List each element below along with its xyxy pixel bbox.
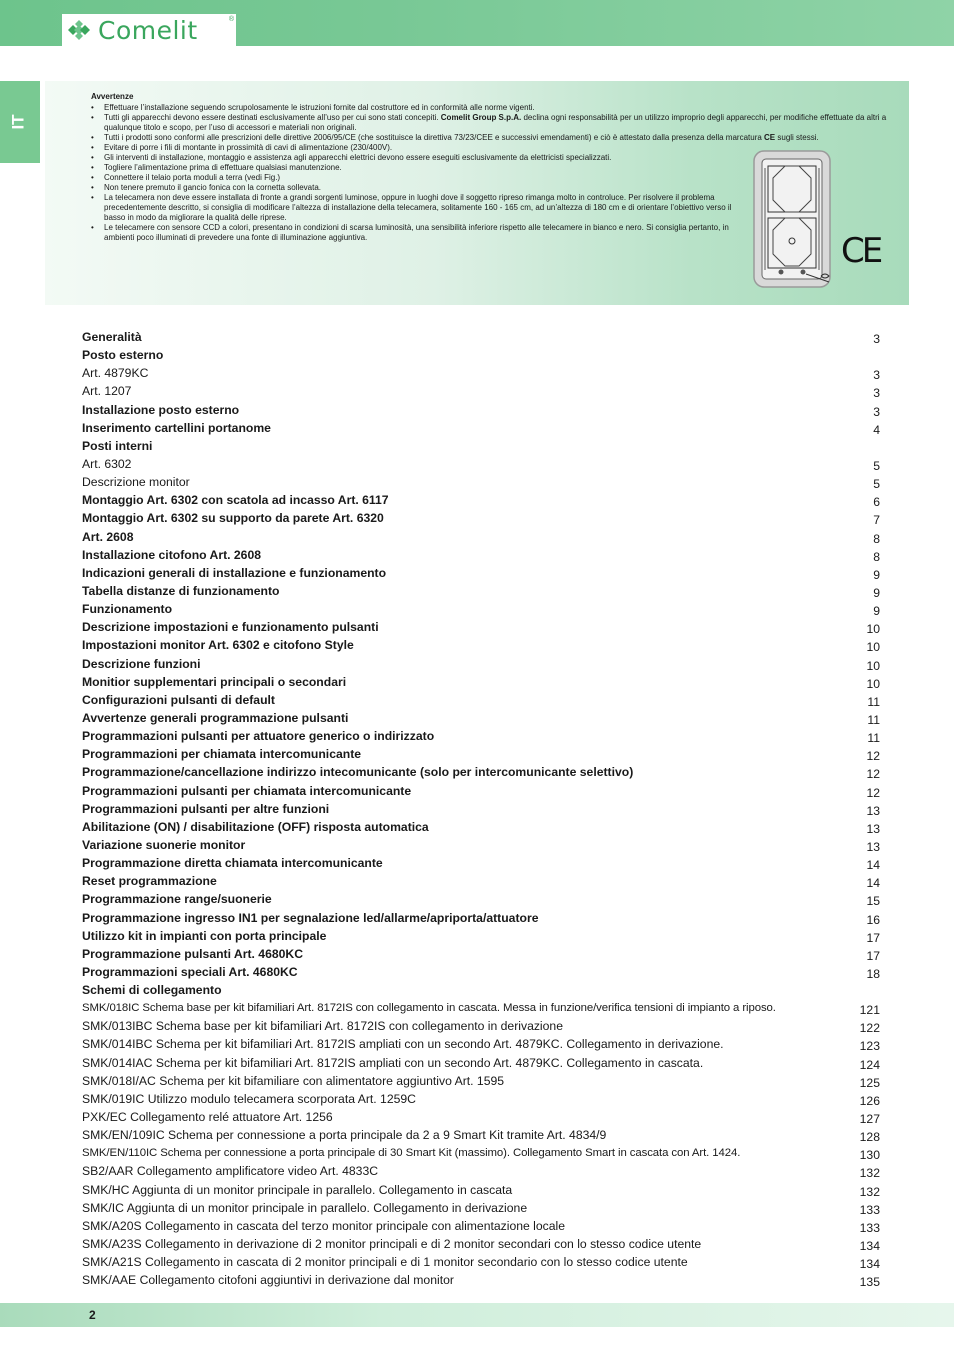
toc-row[interactable] [82, 1090, 880, 1108]
language-tab-label: IT [8, 114, 28, 130]
toc-entry-page: 122 [859, 1021, 880, 1036]
footer-band [0, 1303, 954, 1327]
toc-row[interactable] [82, 1126, 880, 1144]
toc-entry-page: 135 [859, 1275, 880, 1290]
toc-row[interactable] [82, 673, 880, 691]
warning-item-text: Gli interventi di installazione, montaggio e assistenza agli apparecchi elettrici devono essere eseguiti esclusivamente da elettricisti specializzati. [104, 153, 612, 162]
toc-row[interactable] [82, 782, 880, 800]
toc-row[interactable] [82, 999, 880, 1017]
toc-entry-title: SMK/014IAC Schema per kit bifamiliari Art. 8172IS ampliati con un secondo Art. 4879KC. Collegamento in cascata. [82, 1055, 704, 1070]
toc-entry-title: Programmazioni pulsanti per chiamata intercomunicante [82, 783, 412, 798]
toc-entry-page: 3 [873, 386, 880, 401]
toc-entry-title: SMK/A20S Collegamento in cascata del terzo monitor principale con alimentazione locale [82, 1218, 566, 1233]
toc-entry-page: 15 [866, 894, 880, 909]
toc-entry-page: 17 [866, 930, 880, 945]
toc-entry-page: 17 [866, 948, 880, 963]
page-number: 2 [89, 1308, 96, 1322]
warning-item [91, 173, 751, 183]
toc-entry-page: 13 [866, 821, 880, 836]
toc-row[interactable] [82, 1072, 880, 1090]
toc-row[interactable] [82, 927, 880, 945]
toc-row[interactable] [82, 981, 880, 999]
toc-entry-page: 9 [873, 567, 880, 582]
toc-entry-title: SMK/EN/110IC Schema per connessione a porta principale di 30 Smart Kit (massimo). Collegamento Smart in cascata con Art. 1424. [82, 1147, 741, 1160]
toc-row[interactable] [82, 1108, 880, 1126]
warning-item-emphasis: Comelit Group S.p.A. [440, 113, 522, 122]
brand-name: Comelit [98, 16, 198, 45]
toc-entry-page: 14 [866, 876, 880, 891]
toc-row[interactable] [82, 564, 880, 582]
toc-entry-title: SMK/013IBC Schema base per kit bifamiliari Art. 8172IS con collegamento in derivazione [82, 1019, 563, 1034]
toc-entry-page: 121 [859, 1003, 880, 1018]
toc-entry-page: 11 [867, 712, 880, 727]
toc-entry-title: Programmazione ingresso IN1 per segnalazione led/allarme/apriporta/attuatore [82, 910, 539, 925]
toc-row[interactable] [82, 1235, 880, 1253]
toc-entry-page: 123 [859, 1039, 880, 1054]
toc-row[interactable] [82, 1217, 880, 1235]
toc-row[interactable] [82, 509, 880, 527]
warning-item [91, 113, 902, 133]
toc-entry-page: 124 [859, 1057, 880, 1072]
toc-entry-title: Installazione citofono Art. 2608 [82, 547, 262, 562]
warning-item-text: Connettere il telaio porta moduli a terra (vedi Fig.) [104, 173, 281, 182]
toc-row[interactable] [82, 1144, 880, 1162]
toc-entry-page: 9 [873, 585, 880, 600]
toc-entry-title: SMK/018IC Schema base per kit bifamiliari Art. 8172IS con collegamento in cascata. Messa in funzione/verifica tensioni di impianto a riposo. [82, 1002, 776, 1015]
toc-entry-title: Variazione suonerie monitor [82, 837, 246, 852]
toc-row[interactable] [82, 1199, 880, 1217]
toc-entry-title: SMK/AAE Collegamento citofoni aggiuntivi in derivazione dal monitor [82, 1273, 454, 1288]
toc-entry-page: 13 [866, 803, 880, 818]
toc-row[interactable] [82, 419, 880, 437]
toc-entry-title: SMK/019IC Utilizzo modulo telecamera scorporata Art. 1259C [82, 1091, 416, 1106]
toc-row[interactable] [82, 745, 880, 763]
warning-item-text: Tutti gli apparecchi devono essere destinati esclusivamente all’uso per cui sono stati concepiti. [104, 113, 441, 122]
toc-entry-page: 12 [866, 785, 880, 800]
toc-entry-page: 3 [873, 332, 880, 346]
toc-entry-page: 12 [866, 767, 880, 782]
toc-entry-page: 134 [859, 1257, 880, 1272]
toc-row[interactable] [82, 854, 880, 872]
language-tab [0, 81, 40, 163]
warning-item-text: Effettuare l’installazione seguendo scrupolosamente le istruzioni fornite dal costruttore ed in conformità alle norme vigenti. [104, 103, 535, 112]
toc-entry-title: SMK/IC Aggiunta di un monitor principale in parallelo. Collegamento in derivazione [82, 1200, 528, 1215]
warning-item [91, 103, 751, 113]
toc-row[interactable] [82, 1017, 880, 1035]
toc-entry-title: Utilizzo kit in impianti con porta principale [82, 928, 327, 943]
brand-registered-mark: ® [228, 16, 234, 23]
toc-row[interactable] [82, 1181, 880, 1199]
toc-entry-page: 7 [873, 513, 880, 528]
toc-entry-page: 18 [866, 966, 880, 981]
warning-item-text: La telecamera non deve essere installata di fronte a grandi sorgenti luminose, oppure in luoghi dove il soggetto ripreso rimanga molto in controluce. Per risolvere il problema precedentemente descritto, si consiglia di modificare l’altezza di installazione della telecamera, solitamente 160 - 165 cm, ad un’altezza di 180 cm e di orientare l’obiettivo verso il basso in modo da migliorare la qualità delle riprese. [104, 193, 732, 222]
toc-row[interactable] [82, 328, 880, 346]
toc-row[interactable] [82, 346, 880, 364]
toc-entry-title: SMK/014IBC Schema per kit bifamiliari Art. 8172IS ampliati con un secondo Art. 4879KC. Collegamento in derivazione. [82, 1037, 724, 1052]
toc-entry-page: 127 [859, 1112, 880, 1127]
toc-row[interactable] [82, 1271, 880, 1289]
toc-row[interactable] [82, 890, 880, 908]
toc-entry-page: 8 [873, 531, 880, 546]
toc-entry-title: Programmazioni speciali Art. 4680KC [82, 964, 298, 979]
toc-entry-page: 4 [873, 422, 880, 437]
toc-row[interactable] [82, 1035, 880, 1053]
toc-entry-page: 10 [866, 640, 880, 655]
toc-entry-page: 133 [859, 1202, 880, 1217]
toc-row[interactable] [82, 582, 880, 600]
toc-row[interactable] [82, 709, 880, 727]
toc-row[interactable] [82, 1054, 880, 1072]
toc-entry-page: 130 [859, 1148, 880, 1163]
toc-row[interactable] [82, 909, 880, 927]
toc-entry-title: Inserimento cartellini portanome [82, 420, 271, 435]
toc-row[interactable] [82, 600, 880, 618]
toc-entry-page: 13 [866, 839, 880, 854]
toc-row[interactable] [82, 691, 880, 709]
toc-entry-title: Programmazioni per chiamata intercomunicante [82, 747, 362, 762]
toc-row[interactable] [82, 963, 880, 981]
warnings-panel [45, 81, 909, 305]
toc-entry-page: 5 [873, 477, 880, 492]
toc-row[interactable] [82, 818, 880, 836]
toc-entry-title: Posti interni [82, 438, 153, 453]
warning-item [91, 163, 751, 173]
toc-entry-title: Abilitazione (ON) / disabilitazione (OFF) risposta automatica [82, 819, 429, 834]
toc-row[interactable] [82, 655, 880, 673]
toc-entry-title: Descrizione monitor [82, 475, 190, 490]
warning-item [91, 153, 751, 163]
toc-row[interactable] [82, 401, 880, 419]
toc-entry-title: Art. 1207 [82, 384, 132, 399]
toc-entry-title: Monitior supplementari principali o secondari [82, 674, 347, 689]
toc-entry-title: Programmazione range/suonerie [82, 892, 272, 907]
toc-entry-page: 9 [873, 604, 880, 619]
toc-entry-page: 10 [866, 622, 880, 637]
toc-row[interactable] [82, 727, 880, 745]
toc-row[interactable] [82, 491, 880, 509]
toc-row[interactable] [82, 546, 880, 564]
warning-item [91, 193, 751, 223]
warning-item [91, 133, 902, 143]
toc-row[interactable] [82, 618, 880, 636]
toc-entry-page: 3 [873, 404, 880, 419]
toc-entry-page: 6 [873, 495, 880, 510]
toc-entry-page: 8 [873, 549, 880, 564]
warning-item-text: sugli stessi. [775, 133, 819, 142]
warnings-list [91, 103, 887, 243]
warning-item-emphasis: CE [764, 133, 776, 142]
toc-entry-page: 125 [859, 1075, 880, 1090]
toc-row[interactable] [82, 455, 880, 473]
warning-item [91, 223, 751, 243]
toc-row[interactable] [82, 872, 880, 890]
toc-entry-title: Descrizione funzioni [82, 656, 201, 671]
toc-entry-title: Programmazione pulsanti Art. 4680KC [82, 946, 304, 961]
toc-entry-title: Programmazione diretta chiamata intercomunicante [82, 856, 383, 871]
warnings-title: Avvertenze [91, 92, 134, 101]
toc-entry-page: 132 [859, 1166, 880, 1181]
toc-entry-page: 126 [859, 1093, 880, 1108]
toc-entry-title: SB2/AAR Collegamento amplificatore video Art. 4833C [82, 1164, 379, 1179]
toc-entry-page: 11 [867, 731, 880, 746]
brand-logo [62, 14, 236, 46]
toc-entry-title: Funzionamento [82, 602, 173, 617]
toc-entry-title: SMK/A23S Collegamento in derivazione di 2 monitor principali e di 2 monitor secondari con lo stesso codice utente [82, 1237, 702, 1252]
toc-entry-title: Art. 4879KC [82, 366, 149, 381]
toc-row[interactable] [82, 945, 880, 963]
toc-entry-title: SMK/HC Aggiunta di un monitor principale in parallelo. Collegamento in cascata [82, 1182, 513, 1197]
toc-entry-page: 12 [866, 749, 880, 764]
toc-row[interactable] [82, 836, 880, 854]
toc-entry-title: Art. 2608 [82, 529, 134, 544]
toc-row[interactable] [82, 528, 880, 546]
toc-entry-page: 5 [873, 458, 880, 473]
toc-entry-title: Configurazioni pulsanti di default [82, 692, 275, 707]
toc-entry-title: Tabella distanze di funzionamento [82, 583, 280, 598]
toc-entry-title: Programmazioni pulsanti per attuatore generico o indirizzato [82, 729, 435, 744]
ce-mark: CE [841, 231, 881, 271]
toc-row[interactable] [82, 1253, 880, 1271]
logo-diamond-icon [68, 20, 96, 40]
toc-entry-page: 14 [866, 858, 880, 873]
toc-row[interactable] [82, 473, 880, 491]
toc-entry-page: 10 [866, 658, 880, 673]
toc-entry-title: Montaggio Art. 6302 su supporto da parete Art. 6320 [82, 511, 384, 526]
warning-item-text: Tutti i prodotti sono conformi alle prescrizioni delle direttive 2006/95/CE (che sostituisce la direttiva 73/23/CEE e successivi emendamenti) e ciò è attestato dalla presenza della marcatura [104, 133, 765, 142]
warning-item [91, 143, 751, 153]
table-of-contents [82, 328, 880, 1289]
toc-entry-page: 11 [867, 694, 880, 709]
toc-entry-title: Installazione posto esterno [82, 402, 240, 417]
toc-row[interactable] [82, 382, 880, 400]
warning-item-text: Non tenere premuto il gancio fonica con la cornetta sollevata. [104, 183, 322, 192]
module-frame-illustration [751, 148, 833, 294]
toc-entry-title: Reset programmazione [82, 874, 217, 889]
toc-entry-title: Montaggio Art. 6302 con scatola ad incasso Art. 6117 [82, 493, 389, 508]
toc-row[interactable] [82, 800, 880, 818]
toc-entry-title: SMK/A21S Collegamento in cascata di 2 monitor principali e di 1 monitor secondario con lo stesso codice utente [82, 1255, 688, 1270]
toc-entry-page: 10 [866, 676, 880, 691]
warning-item [91, 183, 751, 193]
toc-entry-title: Avvertenze generali programmazione pulsanti [82, 710, 349, 725]
toc-entry-page: 132 [859, 1184, 880, 1199]
toc-entry-title: Programmazioni pulsanti per altre funzioni [82, 801, 330, 816]
warning-item-text: Evitare di porre i fili di montante in prossimità di cavi di alimentazione (230/400V). [104, 143, 393, 152]
toc-entry-page: 128 [859, 1130, 880, 1145]
toc-row[interactable] [82, 636, 880, 654]
toc-entry-title: SMK/018I/AC Schema per kit bifamiliare con alimentatore aggiuntivo Art. 1595 [82, 1073, 505, 1088]
toc-entry-title: Impostazioni monitor Art. 6302 e citofono Style [82, 638, 354, 653]
toc-row[interactable] [82, 1162, 880, 1180]
toc-entry-page: 16 [866, 912, 880, 927]
toc-entry-title: Programmazione/cancellazione indirizzo intecomunicante (solo per intercomunicante selettivo) [82, 765, 634, 780]
warning-item-text: Le telecamere con sensore CCD a colori, presentano in condizioni di scarsa luminosità, una sensibilità inferiore rispetto alle telecamere in bianco e nero. Si consiglia pertanto, in ambienti poco illuminati di prevedere una fonte di illuminazione aggiuntiva. [104, 223, 729, 242]
warning-item-text: declina ogni responsabilità per un utilizzo improprio degli apparecchi, per modifiche effettuate da altri a qualunque titolo e scopo, per l’uso di accessori e materiali non originali. [104, 113, 887, 132]
toc-entry-page: 3 [873, 368, 880, 383]
toc-entry-page: 133 [859, 1220, 880, 1235]
toc-entry-title: Generalità [82, 330, 142, 344]
toc-entry-title: Indicazioni generali di installazione e funzionamento [82, 565, 387, 580]
toc-entry-page: 134 [859, 1239, 880, 1254]
toc-entry-title: Posto esterno [82, 348, 164, 363]
toc-row[interactable] [82, 763, 880, 781]
toc-row[interactable] [82, 437, 880, 455]
toc-entry-title: Descrizione impostazioni e funzionamento pulsanti [82, 620, 379, 635]
warning-item-text: Togliere l’alimentazione prima di effettuare qualsiasi manutenzione. [104, 163, 342, 172]
toc-entry-title: PXK/EC Collegamento relé attuatore Art. 1256 [82, 1110, 333, 1125]
toc-entry-title: Art. 6302 [82, 456, 132, 471]
toc-row[interactable] [82, 364, 880, 382]
toc-entry-title: Schemi di collegamento [82, 983, 222, 998]
toc-entry-title: SMK/EN/109IC Schema per connessione a porta principale da 2 a 9 Smart Kit tramite Art. 4834/9 [82, 1128, 607, 1143]
